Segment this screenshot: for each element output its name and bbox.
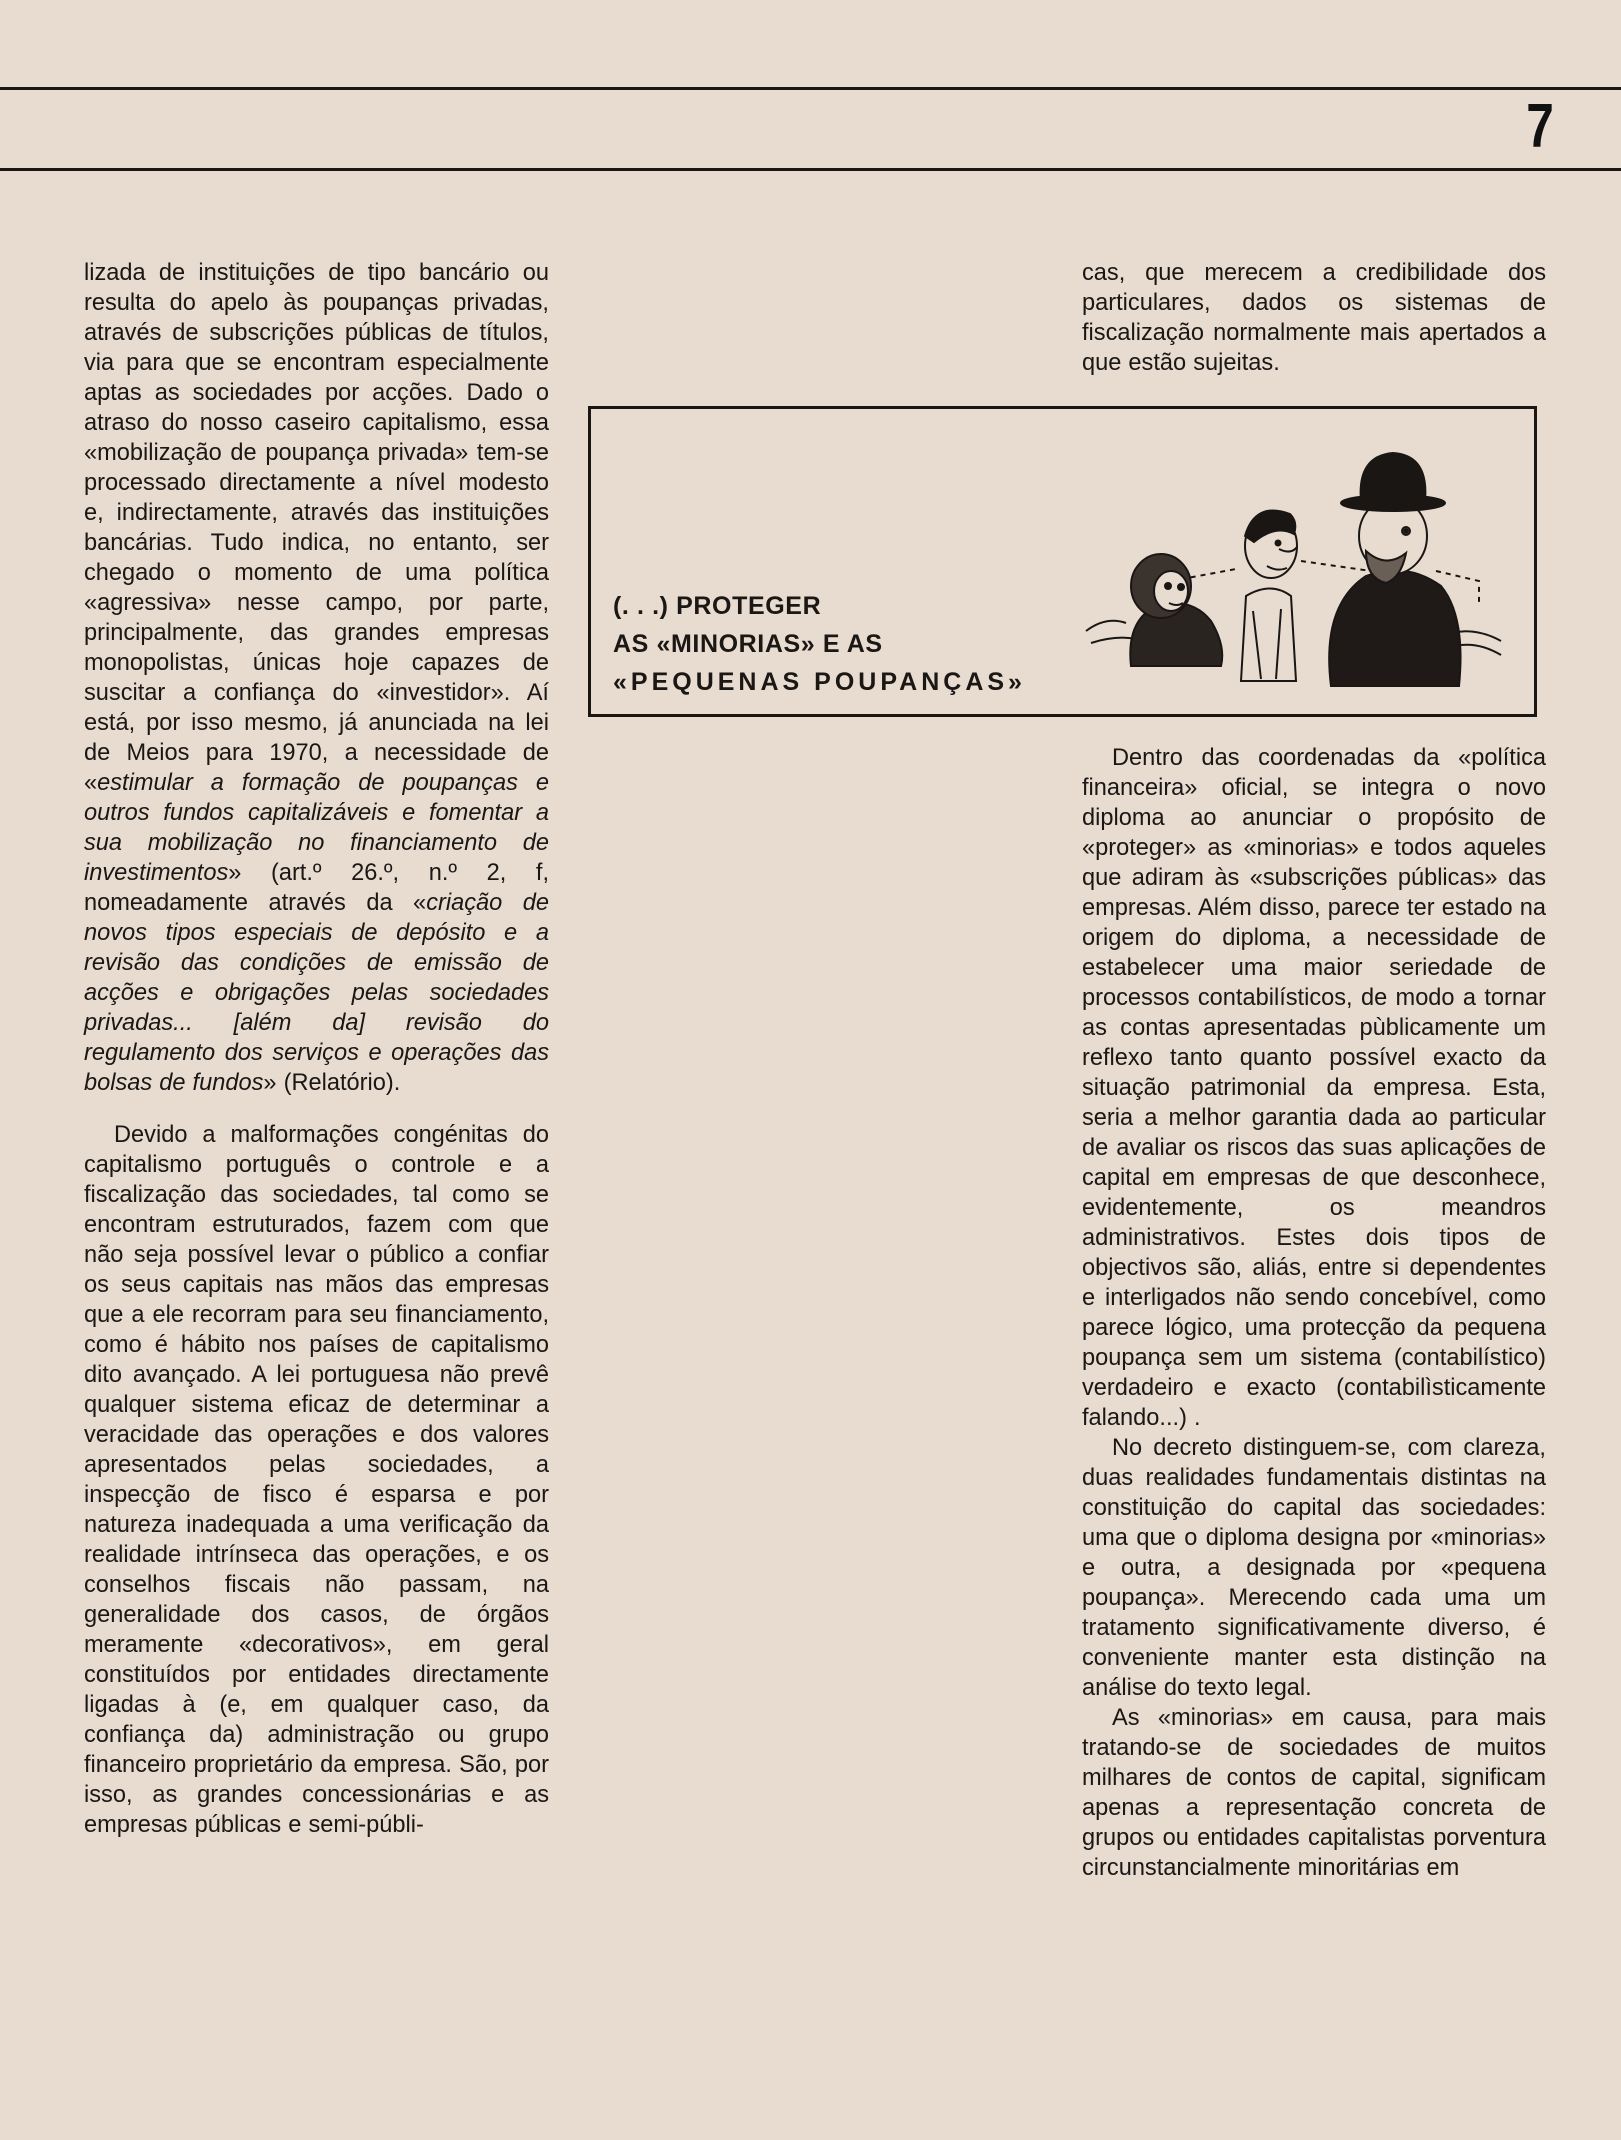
page-number: 7 — [1526, 92, 1554, 161]
right-column — [1082, 743, 1546, 1883]
right-paragraph-2: No decreto distinguem-se, com clareza, duas realidades fundamentais distintas na constituição do capital das sociedades: uma que o diploma designa por «minorias» e outra, a designada por «pequena poupança». Merecendo cada uma um tratamento significativamente diverso, é conveniente manter esta distinção na análise do texto legal. — [1082, 1435, 1546, 1701]
pull-quote-line-1: (. . .) PROTEGER — [613, 592, 822, 620]
middle-figure — [1241, 510, 1297, 681]
text-run: lizada de instituições de tipo bancário ou resulta do apelo às poupanças privadas, através de subscrições públicas de títulos, via para que se encontram especialmente aptas as sociedades por acções. Dado o atraso do nosso caseiro capitalismo, essa «mobilização de poupança privada» tem-se processado directamente a nível modesto e, indirectamente, através das instituições bancárias. Tudo indica, no entanto, ser chegado o momento de uma política «agressiva» nesse campo, por parte, principalmente, das grandes empresas monopolistas, únicas hoje capazes de suscitar a confiança do «investidor». Aí está, por isso mesmo, já anunciada na lei de Meios para 1970, a necessidade de « — [84, 260, 549, 796]
left-column — [84, 258, 549, 1840]
pull-quote-line-2: AS «MINORIAS» E AS — [613, 630, 883, 658]
small-figure — [1130, 554, 1222, 666]
text-run: » (art.º 26.º, n.º 2, f, nomeadamente através da « — [84, 860, 549, 916]
top-rule — [0, 87, 1621, 90]
right-paragraph-3: As «minorias» em causa, para mais tratando-se de sociedades de muitos milhares de contos de capital, significam apenas a representação concreta de grupos ou entidades capitalistas porventura circunstancialmente minoritárias em — [1082, 1705, 1546, 1881]
right-top-paragraph: cas, que merecem a credibilidade dos particulares, dados os sistemas de fiscalização normalmente mais apertados a que estão sujeitas. — [1082, 260, 1546, 376]
text-run: » (Relatório). — [263, 1070, 401, 1096]
cartoon-illustration — [1031, 421, 1531, 711]
right-paragraph-1: Dentro das coordenadas da «política financeira» oficial, se integra o novo diploma ao anunciar o propósito de «proteger» as «minorias» e todos aqueles que adiram às «subscrições públicas» das empresas. Além disso, parece ter estado na origem do diploma, a necessidade de estabelecer uma maior seriedade de processos contabilísticos, de modo a tornar as contas apresentadas pùblicamente um reflexo tanto quanto possível exacto da situação patrimonial da empresa. Esta, seria a melhor garantia dada ao particular de avaliar os riscos das suas aplicações de capital em empresas de que desconhece, evidentemente, os meandros administrativos. Estes dois tipos de objectivos são, aliás, entre si dependentes e interligados não sendo concebível, como parece lógico, uma protecção da pequena poupança sem um sistema (contabilístico) verdadeiro e exacto (contabilìsticamente falando...) . — [1082, 745, 1546, 1431]
left-paragraph-2: Devido a malformações congénitas do capitalismo português o controle e a fiscalização das sociedades, tal como se encontram estruturados, fazem com que não seja possível levar o público a confiar os seus capitais nas mãos das empresas que a ele recorram para seu financiamento, como é hábito nos países de capitalismo dito avançado. A lei portuguesa não prevê qualquer sistema eficaz de determinar a veracidade das operações e dos valores apresentados pelas sociedades, a inspecção de fisco é esparsa e por natureza inadequada a uma verificação da realidade intrínseca das operações, e os conselhos fiscais não passam, na generalidade dos casos, de órgãos meramente «decorativos», em geral constituídos por entidades directamente ligadas à (e, em qualquer caso, da confiança da) administração ou grupo financeiro proprietário da empresa. São, por isso, as grandes concessionárias e as empresas públicas e semi-públi- — [84, 1122, 549, 1838]
quoted-law-text: criação de novos tipos especiais de depósito e a revisão das condições de emissão de acções e obrigações pelas sociedades privadas... [além da] revisão do regulamento dos serviços e operações das bolsas de fundos — [84, 890, 549, 1096]
header-rule — [0, 168, 1621, 171]
right-column-top — [1082, 258, 1546, 378]
pull-quote — [613, 587, 1033, 701]
pull-quote-box — [588, 406, 1537, 717]
pull-quote-line-3: «PEQUENAS POUPANÇAS» — [613, 668, 1026, 696]
bowler-hat-figure — [1329, 453, 1460, 686]
left-paragraph-1 — [84, 258, 549, 1098]
quoted-law-text: estimular a formação de poupanças e outros fundos capitalizáveis e fomentar a sua mobilização no financiamento de investimentos — [84, 770, 549, 886]
